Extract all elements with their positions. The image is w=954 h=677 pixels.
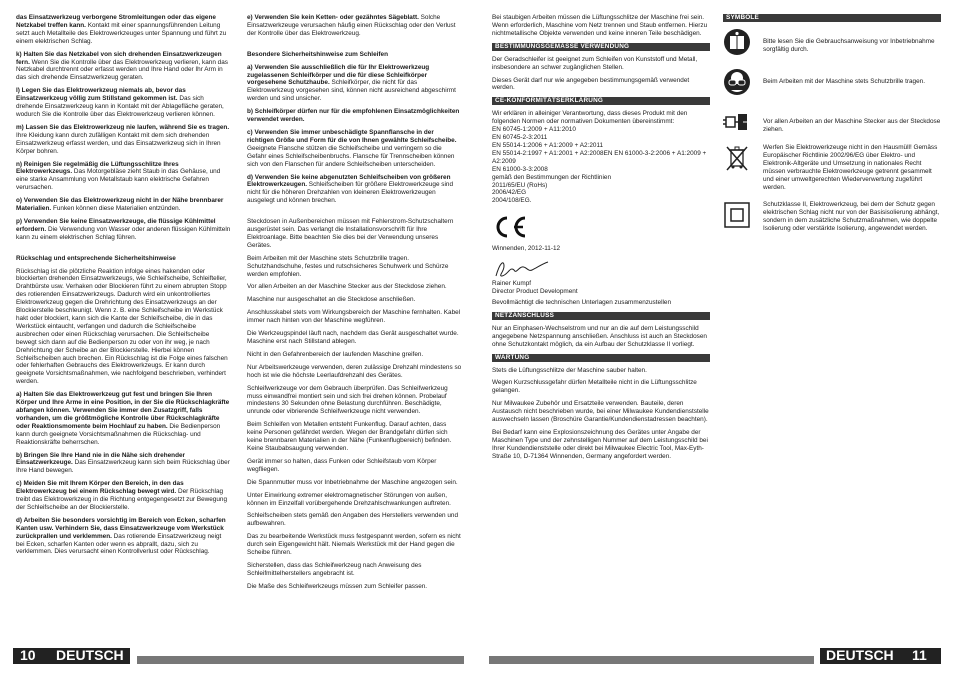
instruction-paragraph xyxy=(16,124,231,156)
instruction-text: Wenn Sie die Kontrolle über das Elektrowerkzeug verlieren, kann das Netzkabel durchtrennt oder erfasst werden und Ihre Hand oder Ihr Arm in das sich drehende Einsatzwerkzeug geraten. xyxy=(16,58,228,82)
instruction-lead: o) Verwenden Sie das Elektrowerkzeug nicht in der Nähe brennbarer Materialien. xyxy=(16,197,224,213)
instruction-lead: a) Halten Sie das Elektrowerkzeug gut fest und bringen Sie Ihren Körper und Ihre Arme in eine Position, in der Sie die Rückschlagkräfte abfangen können. Verwenden Sie immer den Zusatzgriff, falls vorhanden, um die größtmögliche Kontrolle über Rückschlagkräfte oder Reaktionsmomente beim Hochlauf zu haben. xyxy=(16,391,230,430)
symbol-row xyxy=(723,108,941,136)
instruction-paragraph xyxy=(247,129,462,169)
instruction-text: Schleifkörper, die nicht für das Elektrowerkzeug vorgesehen sind, können nicht ausreichend abgeschirmt werden und sind unsicher. xyxy=(247,79,456,103)
weee-bin-icon xyxy=(723,144,751,172)
instruction-paragraph xyxy=(247,309,462,325)
instruction-text: Kontakt mit einer spannungsführenden Leitung setzt auch Metallteile des Elektrowerkzeuges unter Spannung und führt zu einem elektrischen Schlag. xyxy=(16,21,227,45)
instruction-paragraph xyxy=(16,255,231,263)
manual-icon xyxy=(723,28,751,56)
standard-line: EN 55014-2:1997 + A1:2001 + A2:2008EN EN 61000-3-2:2006 + A1:2009 + A2:2009 xyxy=(492,149,707,165)
instruction-paragraph xyxy=(16,480,231,512)
right-page-language: DEUTSCH xyxy=(826,647,894,663)
instruction-text: Die Bedienperson kann durch geeignete Vorsichtsmaßnahmen die Rückschlag- und Reaktionskräfte beherrschen. xyxy=(16,422,221,446)
instruction-text: Solche Einsatzwerkzeuge verursachen häufig einen Rückschlag oder den Verlust der Kontrolle über das Elektrowerkzeug. xyxy=(247,14,456,37)
instruction-paragraph xyxy=(247,14,462,38)
symbols-column xyxy=(723,14,941,241)
instruction-lead: m) Lassen Sie das Elektrowerkzeug nie laufen, während Sie es tragen. xyxy=(16,123,230,131)
instruction-lead: a) Verwenden Sie ausschließlich die für Ihr Elektrowerkzeug zugelassenen Schleifkörper und die für diese Schleifkörper vorgesehene Schutzhaube. xyxy=(247,63,430,87)
instruction-text: Das Einsatzwerkzeug kann sich beim Rückschlag über Ihre Hand bewegen. xyxy=(16,459,230,475)
unplug-icon xyxy=(723,108,751,136)
right-column-1 xyxy=(492,14,710,466)
instruction-text: Das zu bearbeitende Werkstück muss festgespannt werden, sofern es nicht durch sein Eigengewicht hält. Niemals Werkstück mit der Hand gegen die Scheibe führen. xyxy=(247,533,461,557)
maintenance-heading: WARTUNG xyxy=(492,354,710,362)
symbol-row xyxy=(723,28,941,56)
maintenance-text-2: Wegen Kurzschlussgefahr dürfen Metallteile nicht in die Lüftungsschlitze gelangen. xyxy=(492,379,697,395)
instruction-lead: n) Reinigen Sie regelmäßig die Lüftungsschlitze Ihres Elektrowerkzeugs. xyxy=(16,160,179,176)
instruction-text: Nur Arbeitswerkzeuge verwenden, deren zulässige Drehzahl mindestens so hoch ist wie die höchste Leerlaufdrehzahl des Gerätes. xyxy=(247,363,462,379)
instruction-lead: c) Meiden Sie mit Ihrem Körper den Bereich, in den das Elektrowerkzeug bei einem Rückschlag bewegt wird. xyxy=(16,480,184,496)
symbol-text: Beim Arbeiten mit der Maschine stets Schutzbrille tragen. xyxy=(763,78,925,85)
standard-line: 2004/108/EG. xyxy=(492,197,532,205)
spacer xyxy=(247,210,462,218)
instruction-lead: d) Verwenden Sie keine abgenutzten Schleifscheiben von größeren Elektrowerkzeugen. xyxy=(247,173,451,189)
standard-line: 2011/65/EU (RoHs) xyxy=(492,181,548,189)
instruction-lead: Rückschlag und entsprechende Sicherheitshinweise xyxy=(16,254,176,262)
instruction-paragraph xyxy=(16,161,231,193)
intended-use-text-2: Dieses Gerät darf nur wie angegeben bestimmungsgemäß verwendet werden. xyxy=(492,76,690,92)
instruction-paragraph xyxy=(247,64,462,104)
instruction-text: Funken können diese Materialien entzünden. xyxy=(51,205,181,213)
instruction-text: Rückschlag ist die plötzliche Reaktion infolge eines hakenden oder blockierten drehenden Einsatzwerkzeugs, wie Schleifscheibe, Schleifteller, Drahtbürste usw. Verhaken oder Blockieren führt zu einem abrupten Stopp des rotierenden Einsatzwerkzeugs. Dadurch wird ein unkontrolliertes Elektrowerkzeug gegen die Drehrichtung des Einsatzwerkzeugs an der Blockierstelle beschleunigt. Wenn z. B. eine Schleifscheibe im Werkstück hakt oder blockiert, kann sich die Kante der Schleifscheibe, die in das Werkstück eintaucht, verfangen und dadurch die Schleifscheibe ausbrechen oder einen Rückschlag verursachen. Die Schleifscheibe bewegt sich dann auf die Bedienperson zu oder von ihr weg, je nach Drehrichtung der Scheibe an der Blockierstelle. Hierbei können Schleifscheiben auch brechen. Ein Rückschlag ist die Folge eines falschen oder fehlerhaften Gebrauchs des Elektrowerkzeugs. Er kann durch geeignete Vorsichtsmaßnahmen, wie nachfolgend beschrieben, verhindert werden. xyxy=(16,267,228,386)
instruction-paragraph xyxy=(247,218,462,250)
instruction-lead: e) Verwenden Sie kein Ketten- oder gezähntes Sägeblatt. xyxy=(247,14,419,21)
instruction-lead: c) Verwenden Sie immer unbeschädigte Spannflansche in der richtigen Größe und Form für die von Ihnen gewählte Schleifscheibe. xyxy=(247,128,457,144)
instruction-paragraph xyxy=(16,517,231,557)
instruction-paragraph xyxy=(247,255,462,279)
right-footer-rule xyxy=(489,656,814,664)
standard-line: EN 60745-2-3:2011 xyxy=(492,134,548,142)
standard-line: 2006/42/EG xyxy=(492,189,527,197)
instruction-paragraph xyxy=(16,391,231,446)
left-footer-rule xyxy=(137,656,464,664)
spacer xyxy=(16,247,231,255)
instruction-paragraph xyxy=(247,421,462,453)
instruction-paragraph xyxy=(247,174,462,206)
symbol-row xyxy=(723,144,941,191)
instruction-text: Nicht in den Gefahrenbereich der laufenden Maschine greifen. xyxy=(247,350,424,358)
place-date: Winnenden, 2012-11-12 xyxy=(492,245,561,253)
instruction-lead: das Einsatzwerkzeug verborgene Stromleitungen oder das eigene Netzkabel treffen kann. xyxy=(16,14,216,29)
instruction-lead: k) Halten Sie das Netzkabel von sich drehenden Einsatzwerkzeugen fern. xyxy=(16,50,222,66)
spacer xyxy=(247,43,462,51)
maintenance-text-1: Stets die Lüftungsschlitze der Maschine sauber halten. xyxy=(492,366,647,374)
instruction-paragraph xyxy=(16,87,231,119)
instruction-paragraph xyxy=(247,108,462,124)
authorized-note: Bevollmächtigt die technischen Unterlagen zusammenzustellen xyxy=(492,298,672,306)
instruction-paragraph xyxy=(16,452,231,476)
ce-mark-icon xyxy=(492,215,710,241)
instruction-paragraph xyxy=(247,479,462,487)
standard-line: EN 60745-1:2009 + A11:2010 xyxy=(492,126,576,134)
instruction-lead: Besondere Sicherheitshinweise zum Schleifen xyxy=(247,50,388,58)
instruction-text: Der Rückschlag treibt das Elektrowerkzeug in die Richtung entgegengesetzt zur Bewegung der Schleifscheibe an der Blockierstelle. xyxy=(16,488,228,511)
instruction-text: Gerät immer so halten, dass Funken oder Schleifstaub vom Körper wegfliegen. xyxy=(247,457,437,473)
instruction-text: Schleifscheiben für größere Elektrowerkzeuge sind nicht für die höheren Drehzahlen von kleineren Elektrowerkzeugen ausgelegt und können brechen. xyxy=(247,181,454,205)
signer-name: Rainer Kumpf xyxy=(492,280,532,288)
left-page-number: 10 xyxy=(20,647,36,663)
symbol-text: Vor allen Arbeiten an der Maschine Stecker aus der Steckdose ziehen. xyxy=(763,118,941,133)
instruction-paragraph xyxy=(16,268,231,387)
instruction-text: Vor allen Arbeiten an der Maschine Stecker aus der Steckdose ziehen. xyxy=(247,283,447,291)
symbols-heading: SYMBOLE xyxy=(723,14,941,22)
standard-line: EN 55014-1:2006 + A1:2009 + A2:2011 xyxy=(492,141,604,149)
right-page-number: 11 xyxy=(912,647,927,663)
instruction-paragraph xyxy=(247,51,462,59)
instruction-paragraph xyxy=(247,512,462,528)
instruction-lead: l) Legen Sie das Elektrowerkzeug niemals ab, bevor das Einsatzwerkzeug völlig zum Stillstand gekommen ist. xyxy=(16,87,186,103)
instruction-text: Maschine nur ausgeschaltet an die Steckdose anschließen. xyxy=(247,296,416,304)
instruction-paragraph xyxy=(16,218,231,242)
instruction-paragraph xyxy=(247,458,462,474)
instruction-text: Die Werkzeugspindel läuft nach, nachdem das Gerät ausgeschaltet wurde. Maschine erst nach Stillstand ablegen. xyxy=(247,330,459,345)
instruction-paragraph xyxy=(16,51,231,83)
instruction-paragraph xyxy=(247,351,462,359)
instruction-text: Die Spannmutter muss vor Inbetriebnahme der Maschine angezogen sein. xyxy=(247,478,458,486)
instruction-paragraph xyxy=(16,14,231,46)
left-column-1 xyxy=(16,14,231,561)
instruction-paragraph xyxy=(16,197,231,213)
protection-class-ii-icon xyxy=(723,201,751,229)
instruction-paragraph xyxy=(247,562,462,578)
safety-glasses-icon xyxy=(723,68,751,96)
maintenance-text-4: Bei Bedarf kann eine Explosionszeichnung des Gerätes unter Angabe der Maschinen Type und der zehnstelligen Nummer auf dem Leistungsschild bei Ihrer Kundendienststelle oder direkt bei Milwaukee Electric Tool, Max-Eyth-Straße 10, D-71364 Winnenden, Germany angefordert werden. xyxy=(492,429,708,460)
mains-text: Nur an Einphasen-Wechselstrom und nur an die auf dem Leistungsschild angegebene Netzspannung anschließen. Anschluss ist auch an Steckdosen ohne Schutzkontakt möglich, da ein Aufbau der Schutzklasse II vorliegt. xyxy=(492,324,707,348)
mains-heading: NETZANSCHLUSS xyxy=(492,312,710,320)
symbol-text: Bitte lesen Sie die Gebrauchsanweisung vor Inbetriebnahme sorgfältig durch. xyxy=(763,38,935,53)
left-page-language: DEUTSCH xyxy=(56,647,124,663)
instruction-paragraph xyxy=(247,492,462,508)
instruction-paragraph xyxy=(247,583,462,591)
instruction-lead: p) Verwenden Sie keine Einsatzwerkzeuge, die flüssige Kühlmittel erfordern. xyxy=(16,217,216,233)
instruction-text: Schleifscheiben stets gemäß den Angaben des Herstellers verwenden und aufbewahren. xyxy=(247,512,459,528)
instruction-text: Unter Einwirkung extremer elektromagnetischer Störungen von außen, können im Einzelfall vorübergehende Drehzahlschwankungen auftreten. xyxy=(247,491,451,507)
signer-title: Director Product Development xyxy=(492,288,578,296)
instruction-text: Die Maße des Schleifwerkzeugs müssen zum Schleifer passen. xyxy=(247,582,428,590)
instruction-paragraph xyxy=(247,296,462,304)
instruction-text: Das Motorgebläse zieht Staub in das Gehäuse, und eine starke Ansammlung von Metallstaub kann elektrische Gefahren verursachen. xyxy=(16,168,221,192)
standard-line: gemäß den Bestimmungen der Richtlinien xyxy=(492,173,611,181)
instruction-paragraph xyxy=(247,533,462,557)
instruction-text: Ihre Kleidung kann durch zufälligen Kontakt mit dem sich drehenden Einsatzwerkzeug erfasst werden, und das Einsatzwerkzeug sich in Ihren Körper bohren. xyxy=(16,131,221,155)
symbol-text: Werfen Sie Elektrowerkzeuge nicht in den Hausmüll! Gemäss Europäischer Richtlinie 2002/96/EG über Elektro- und Elektronik-Altgeräte und Umsetzung in nationales Recht müssen verbrauchte Elektrowerkzeuge getrennt gesammelt und einer umweltgerechten Wiederverwertung zugeführt werden. xyxy=(763,144,938,191)
symbol-text: Schutzklasse II, Elektrowerkzeug, bei dem der Schutz gegen elektrischen Schlag nicht nur von der Basisisolierung abhängt, sondern in dem zusätzliche Schutzmaßnahmen, wie doppelte Isolierung oder verstärkte Isolierung, angewendet werden. xyxy=(763,201,940,233)
instruction-text: Steckdosen in Außenbereichen müssen mit Fehlerstrom-Schutzschaltern ausgerüstet sein. Das verlangt die Installationsvorschrift für Ihre Elektroanlage. Bitte beachten Sie dies bei der Verwendung unseres Gerätes. xyxy=(247,218,454,249)
intended-use-text-1: Der Geradschleifer ist geeignet zum Schleifen von Kunststoff und Metall, insbesondere an schwer zugänglichen Stellen. xyxy=(492,55,698,71)
instruction-text: Sicherstellen, dass das Schleifwerkzeug nach Anweisung des Schleifmittelherstellers angebracht ist. xyxy=(247,561,422,577)
signature-icon xyxy=(492,258,710,280)
instruction-text: Das sich drehende Einsatzwerkzeug kann in Kontakt mit der Ablagefläche geraten, wodurch Sie die Kontrolle über das Elektrowerkzeug verlieren können. xyxy=(16,95,224,118)
dust-ventilation-note: Bei staubigen Arbeiten müssen die Lüftungsschlitze der Maschine frei sein. Wenn erforderlich, Maschine vom Netz trennen und Staub entfernen. Hierzu nichtmetallische Objekte verwenden und keine inneren Teile beschädigen. xyxy=(492,14,708,37)
instruction-paragraph xyxy=(247,330,462,346)
symbol-row xyxy=(723,68,941,96)
intended-use-heading: BESTIMMUNGSGEMÄSSE VERWENDUNG xyxy=(492,43,710,51)
instruction-paragraph xyxy=(247,385,462,417)
instruction-text: Beim Schleifen von Metallen entsteht Funkenflug. Darauf achten, dass keine Personen gefährdet werden. Wegen der Brandgefahr dürfen sich keine brennbaren Materialien in der Nähe (Funkenflugbereich) befinden. Keine Staubabsaugung verwenden. xyxy=(247,421,452,452)
instruction-lead: b) Bringen Sie Ihre Hand nie in die Nähe sich drehender Einsatzwerkzeuge. xyxy=(16,451,186,467)
instruction-text: Anschlusskabel stets vom Wirkungsbereich der Maschine fernhalten. Kabel immer nach hinten von der Maschine wegführen. xyxy=(247,309,461,325)
instruction-text: Das rotierende Einsatzwerkzeug neigt bei Ecken, scharfen Kanten oder wenn es abprallt, dazu, sich zu verklemmen. Dies verursacht einen Kontrollverlust oder Rückschlag. xyxy=(16,532,222,556)
standard-line: EN 61000-3-3:2008 xyxy=(492,165,548,173)
conformity-text: Wir erklären in alleiniger Verantwortung, dass dieses Produkt mit den folgenden Normen oder normativen Dokumenten übereinstimmt: xyxy=(492,110,688,126)
instruction-text: Schleifwerkzeuge vor dem Gebrauch überprüfen. Das Schleifwerkzeug muss einwandfrei montiert sein und sich frei drehen können. Probelauf mindestens 30 Sekunden ohne Belastung durchführen. Beschädigte, unrunde oder vibrierende Schleifwerkzeuge nicht verwenden. xyxy=(247,384,448,416)
instruction-paragraph xyxy=(247,283,462,291)
instruction-text: Geeignete Flansche stützen die Schleifscheibe und verringern so die Gefahr eines Schleifscheibenbruchs. Flansche für Trennscheiben können sich von den Flanschen für andere Schleifscheiben unterscheiden. xyxy=(247,144,455,168)
instruction-lead: d) Arbeiten Sie besonders vorsichtig im Bereich von Ecken, scharfen Kanten usw. Verhindern Sie, dass Einsatzwerkzeuge vom Werkstück zurückprallen und verklemmen. xyxy=(16,516,226,540)
instruction-paragraph xyxy=(247,364,462,380)
conformity-heading: CE-KONFORMITÄTSERKLÄRUNG xyxy=(492,97,710,105)
instruction-text: Beim Arbeiten mit der Maschine stets Schutzbrille tragen. Schutzhandschuhe, festes und rutschsicheres Schuhwerk und Schürze werden empfohlen. xyxy=(247,254,449,278)
instruction-text: Die Verwendung von Wasser oder anderen flüssigen Kühlmitteln kann zu einem elektrischen Schlag führen. xyxy=(16,225,231,241)
left-column-2 xyxy=(247,14,462,596)
instruction-lead: b) Schleifkörper dürfen nur für die empfohlenen Einsatzmöglichkeiten verwendet werden. xyxy=(247,108,460,124)
maintenance-text-3: Nur Milwaukee Zubehör und Ersatzteile verwenden. Bauteile, deren Austausch nicht beschrieben wurde, bei einer Milwaukee Kundendienststelle auswechseln lassen (Broschüre Garantie/Kundendienstadressen beachten). xyxy=(492,400,709,424)
symbol-row xyxy=(723,201,941,233)
